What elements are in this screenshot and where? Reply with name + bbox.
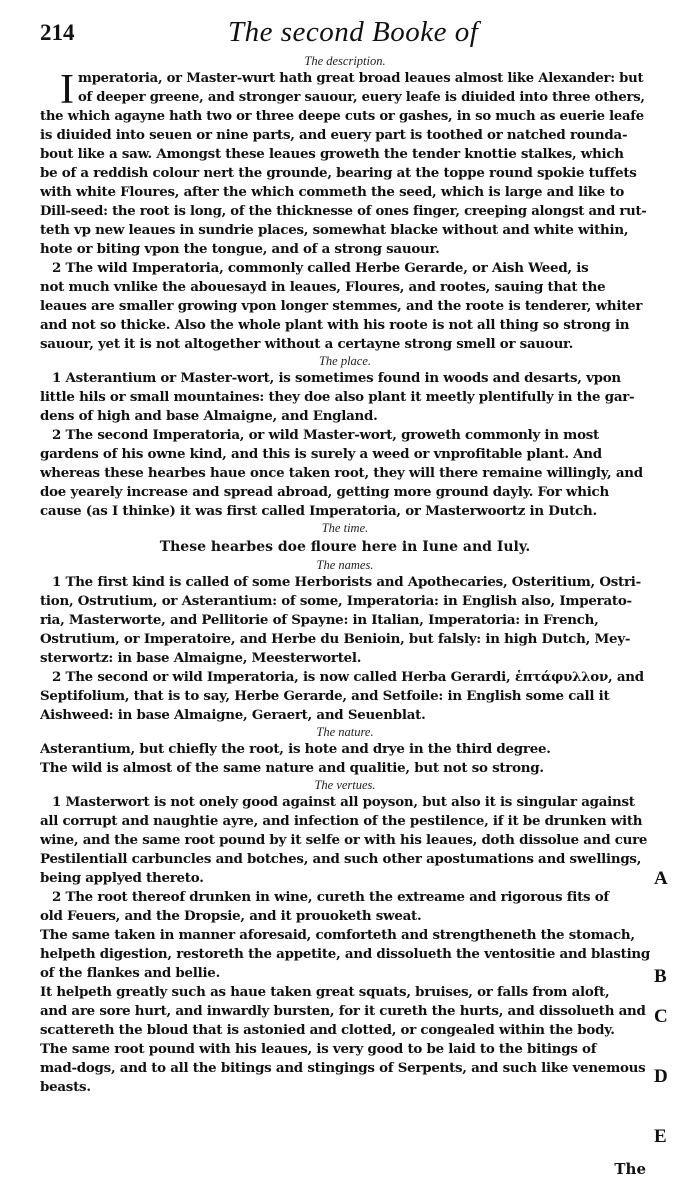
text-line: of deeper greene, and stronger sauour, euery leafe is diuided into three others, <box>78 90 645 105</box>
text-line: of the flankes and bellie. <box>40 965 220 981</box>
text-line: The same root pound with his leaues, is very good to be laid to the bitings of <box>40 1041 597 1057</box>
text-line: 1 The first kind is called of some Herborists and Apothecaries, Osteritium, Ostri- <box>52 574 641 590</box>
text-line: 2 The second or wild Imperatoria, is now called Herba Gerardi, ἑπτάφυλλον, and <box>52 669 644 685</box>
margin-letter-d: D <box>654 1066 668 1087</box>
text-line: Septifolium, that is to say, Herbe Gerarde, and Setfoile: in English some call it <box>40 688 610 704</box>
text-line: teth vp new leaues in sundrie places, somewhat blacke without and white within, <box>40 222 629 238</box>
text-line: mad-dogs, and to all the bitings and stingings of Serpents, and such like venemous <box>40 1060 646 1076</box>
section-heading-description: The description. <box>304 54 386 68</box>
text-line: ria, Masterworte, and Pellitorie of Spayne: in Italian, Imperatoria: in French, <box>40 612 599 628</box>
margin-letter-b: B <box>654 966 667 987</box>
text-line: Aishweed: in base Almaigne, Geraert, and Seuenblat. <box>40 707 426 723</box>
text-line: 2 The root thereof drunken in wine, cureth the extreame and rigorous fits of <box>52 889 609 905</box>
text-line: beasts. <box>40 1079 91 1095</box>
text-line: and not so thicke. Also the whole plant with his roote is not all thing so strong in <box>40 317 630 333</box>
text-line: Pestilentiall carbuncles and botches, and such other apostumations and swellings, <box>40 851 642 867</box>
description-opening <box>40 67 650 113</box>
drop-cap: I <box>60 67 74 113</box>
time-statement: These hearbes doe floure here in Iune and Iuly. <box>159 539 531 555</box>
text-line: bout like a saw. Amongst these leaues groweth the tender knottie stalkes, which <box>40 146 624 162</box>
text-line: and are sore hurt, and inwardly bursten, for it cureth the hurts, and dissolueth and <box>40 1003 646 1019</box>
text-line: all corrupt and naughtie ayre, and infection of the pestilence, if it be drunken with <box>40 813 643 829</box>
text-line: whereas these hearbes haue once taken root, they will there remaine willingly, and <box>40 465 643 481</box>
section-heading-time: The time. <box>321 521 369 535</box>
text-line: Asterantium, but chiefly the root, is hote and drye in the third degree. <box>40 741 551 757</box>
text-line: the which agayne hath two or three deepe cuts or gashes, in so much as euerie leafe <box>40 109 644 124</box>
text-line: 2 The wild Imperatoria, commonly called Herbe Gerarde, or Aish Weed, is <box>52 260 589 276</box>
catchword: The <box>614 1160 646 1178</box>
text-line: It helpeth greatly such as haue taken great squats, bruises, or falls from aloft, <box>40 984 610 1000</box>
text-line: Dill-seed: the root is long, of the thicknesse of ones finger, creeping alongst and rut- <box>40 204 647 219</box>
text-line: The same taken in manner aforesaid, comforteth and strengtheneth the stomach, <box>40 927 635 943</box>
running-header <box>0 14 688 50</box>
section-heading-vertues: The vertues. <box>314 778 376 792</box>
section-heading-names: The names. <box>316 558 374 572</box>
text-line: wine, and the same root pound by it selfe or with his leaues, doth dissolue and cure <box>40 832 648 848</box>
text-line: sauour, yet it is not altogether without a certayne strong smell or sauour. <box>40 336 574 352</box>
text-line: scattereth the bloud that is astonied and clotted, or congealed within the body. <box>40 1022 615 1038</box>
text-line: is diuided into seuen or nine parts, and euery part is toothed or natched rounda- <box>40 127 628 143</box>
text-line: sterwortz: in base Almaigne, Meesterwortel. <box>40 650 362 666</box>
text-line: 1 Masterwort is not onely good against all poyson, but also it is singular against <box>52 794 635 810</box>
section-heading-nature: The nature. <box>316 725 374 739</box>
running-title: The second Booke of <box>228 16 479 48</box>
text-line: 1 Asterantium or Master-wort, is sometimes found in woods and desarts, vpon <box>52 370 621 386</box>
text-line: mperatoria, or Master-wurt hath great broad leaues almost like Alexander: but <box>78 71 644 86</box>
text-line: not much vnlike the abouesayd in leaues, Floures, and rootes, sauing that the <box>40 279 606 295</box>
text-line: leaues are smaller growing vpon longer stemmes, and the roote is tenderer, whiter <box>40 298 643 314</box>
page-number: 214 <box>40 20 75 45</box>
text-line: tion, Ostrutium, or Asterantium: of some, Imperatoria: in English also, Imperato- <box>40 593 632 609</box>
text-line: hote or biting vpon the tongue, and of a strong sauour. <box>40 241 440 257</box>
text-line: with white Floures, after the which commeth the seed, which is large and like to <box>40 184 625 200</box>
text-line: The wild is almost of the same nature and qualitie, but not so strong. <box>40 760 544 776</box>
text-line: cause (as I thinke) it was first called Imperatoria, or Masterwoortz in Dutch. <box>40 503 597 519</box>
text-line: old Feuers, and the Dropsie, and it prouoketh sweat. <box>40 908 422 924</box>
section-heading-place: The place. <box>318 354 372 368</box>
text-line: 2 The second Imperatoria, or wild Master-wort, groweth commonly in most <box>52 427 599 443</box>
margin-letter-a: A <box>654 868 668 889</box>
text-line: being applyed thereto. <box>40 870 204 886</box>
margin-letter-e: E <box>654 1126 667 1147</box>
text-line: Ostrutium, or Imperatoire, and Herbe du Benioin, but falsly: in high Dutch, Mey- <box>40 631 631 647</box>
text-line: be of a reddish colour nert the grounde, bearing at the toppe round spokie tuffets <box>40 165 637 181</box>
text-line: gardens of his owne kind, and this is surely a weed or vnprofitable plant. And <box>40 446 602 462</box>
text-line: helpeth digestion, restoreth the appetite, and dissolueth the ventositie and blasting <box>40 946 650 962</box>
text-line: doe yearely increase and spread abroad, getting more ground dayly. For which <box>40 484 609 500</box>
margin-letter-c: C <box>654 1006 668 1027</box>
page-body <box>40 54 650 1097</box>
text-line: little hils or small mountaines: they doe also plant it meetly plentifully in the gar- <box>40 389 635 405</box>
text-line: dens of high and base Almaigne, and England. <box>40 408 378 424</box>
